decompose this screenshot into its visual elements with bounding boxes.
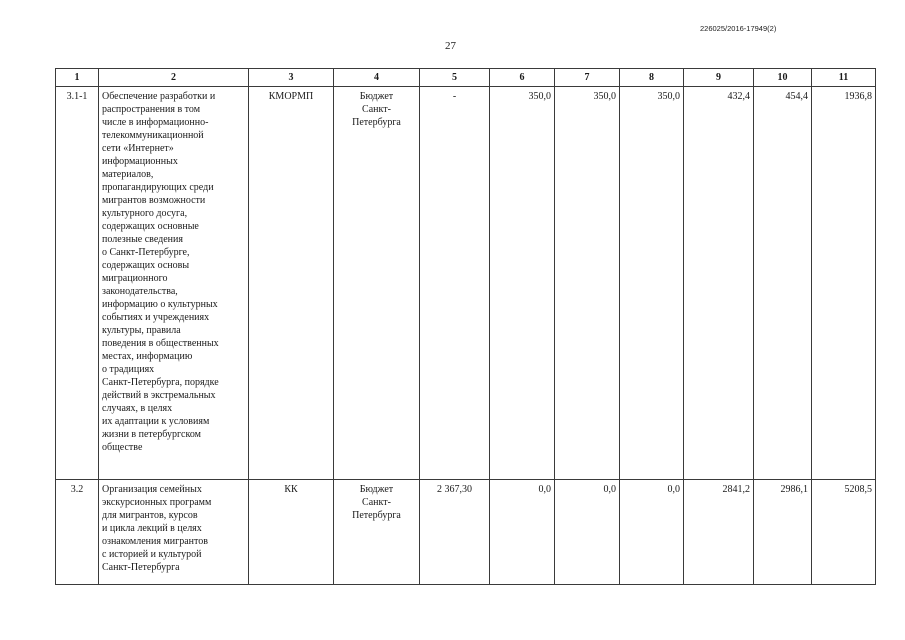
column-header-8: 8 — [620, 69, 684, 87]
row-value-col10: 2986,1 — [754, 480, 812, 585]
column-header-1: 1 — [56, 69, 99, 87]
row-description: Организация семейных экскурсионных программ для мигрантов, курсов и цикла лекций в целях ознакомления мигрантов с историей и культурой Санкт-Петербурга — [99, 480, 249, 585]
row-number: 3.2 — [56, 480, 99, 585]
column-header-9: 9 — [684, 69, 754, 87]
column-header-10: 10 — [754, 69, 812, 87]
row-funding-source: Бюджет Санкт- Петербурга — [334, 87, 420, 480]
program-table — [55, 68, 876, 585]
row-executor: КК — [249, 480, 334, 585]
row-value-col7: 0,0 — [555, 480, 620, 585]
table-row — [56, 480, 876, 585]
row-value-col9: 432,4 — [684, 87, 754, 480]
column-header-4: 4 — [334, 69, 420, 87]
row-value-col7: 350,0 — [555, 87, 620, 480]
row-value-col10: 454,4 — [754, 87, 812, 480]
row-value-col8: 0,0 — [620, 480, 684, 585]
row-funding-source: Бюджет Санкт- Петербурга — [334, 480, 420, 585]
page-number: 27 — [445, 40, 456, 52]
row-value-col5: - — [420, 87, 490, 480]
row-number: 3.1-1 — [56, 87, 99, 480]
column-header-5: 5 — [420, 69, 490, 87]
row-executor: КМОРМП — [249, 87, 334, 480]
row-value-col9: 2841,2 — [684, 480, 754, 585]
column-header-3: 3 — [249, 69, 334, 87]
column-header-7: 7 — [555, 69, 620, 87]
row-value-col6: 350,0 — [490, 87, 555, 480]
document-id: 226025/2016-17949(2) — [700, 24, 777, 33]
row-value-col6: 0,0 — [490, 480, 555, 585]
column-header-11: 11 — [812, 69, 876, 87]
row-value-col5: 2 367,30 — [420, 480, 490, 585]
table-row — [56, 87, 876, 480]
table-header-row — [56, 69, 876, 87]
row-description: Обеспечение разработки и распространения в том числе в информационно- телекоммуникационной сети «Интернет» информационных материалов, пропагандирующих среди мигрантов возможности культурного досуга, содержащих основные полезные сведения о Санкт-Петербурге, содержащих основы миграционного законодательства, информацию о культурных событиях и учреждениях культуры, правила поведения в общественных местах, информацию о традициях Санкт-Петербурга, порядке действий в экстремальных случаях, в целях их адаптации к условиям жизни в петербургском обществе — [99, 87, 249, 480]
row-value-col11: 1936,8 — [812, 87, 876, 480]
column-header-2: 2 — [99, 69, 249, 87]
row-value-col8: 350,0 — [620, 87, 684, 480]
row-value-col11: 5208,5 — [812, 480, 876, 585]
column-header-6: 6 — [490, 69, 555, 87]
